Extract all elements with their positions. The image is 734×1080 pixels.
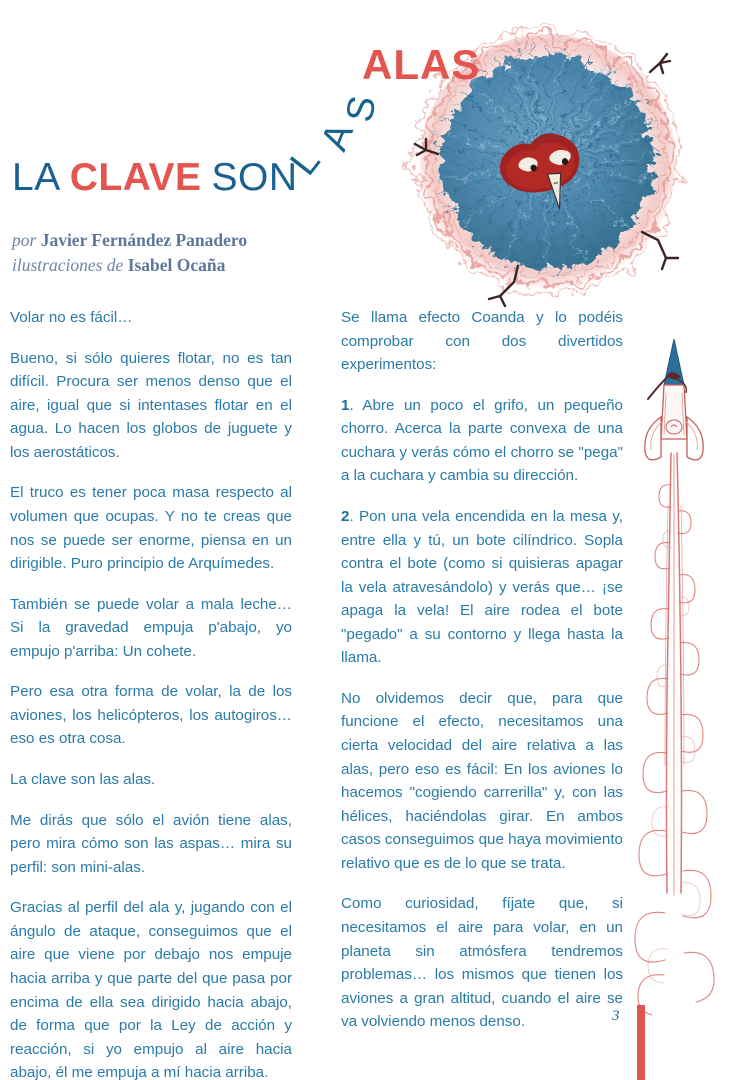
byline-author-lead: por <box>12 230 41 250</box>
byline <box>12 228 247 278</box>
paragraph-experiment-1 <box>341 394 623 488</box>
paragraph-text: Como curiosidad, fíjate que, si necesitamos el aire para volar, en un planeta sin atmósfera tendremos problemas… los mismos que tienen los aviones a gran altitud, cuando el aire se va volviendo menos denso. <box>341 895 623 1031</box>
paragraph-marker: 1 <box>341 396 350 414</box>
title-arc-letter-a: A <box>313 117 362 157</box>
title-word-clave: CLAVE <box>69 156 202 199</box>
title-word-alas: ALAS <box>362 41 481 88</box>
paragraph <box>341 687 623 876</box>
byline-author-line <box>12 228 247 253</box>
paragraph: Volar no es fácil… <box>10 309 133 326</box>
page-number: 3 <box>612 1008 620 1024</box>
column-left <box>10 306 292 1080</box>
paragraph: La clave son las alas. <box>10 771 156 788</box>
paragraph: También se puede volar a mala leche… Si la gravedad empuja p'abajo, yo empujo p'arriba: Un cohete. <box>10 595 292 660</box>
title-word-son: SON <box>211 156 298 199</box>
title-word-la: LA <box>12 156 61 199</box>
paragraph-marker: 2 <box>341 507 350 525</box>
paragraph-text: No olvidemos decir que, para que funcione el efecto, necesitamos una cierta velocidad del aire relativa a las alas, pero eso es fácil: En los aviones lo hacemos "cogiendo carrerilla" y, con las hélices, haciéndolas girar. En ambos casos conseguimos que haya movimiento relativo que es de lo que se trata. <box>341 689 623 872</box>
paragraph-text: . Abre un poco el grifo, un pequeño chorro. Acerca la parte convexa de una cuchara y verás cómo el chorro se "pega" a la cuchara y cambia su dirección. <box>341 396 623 485</box>
title-arc-letter-l: L <box>282 140 329 184</box>
paragraph <box>341 892 623 1033</box>
masthead <box>0 0 734 300</box>
title-arc-letter-s: S <box>338 92 385 126</box>
paragraph: El truco es tener poca masa respecto al volumen que ocupas. Y no te creas que nos se puede ser enorme, piensa en un dirigible. Puro principio de Arquímedes. <box>10 484 292 573</box>
byline-illustrator-line <box>12 253 247 278</box>
rocket-with-smoke-trail-illustration <box>628 335 734 1015</box>
paragraph: Me dirás que sólo el avión tiene alas, pero mira cómo son las aspas… mira su perfil: son mini-alas. <box>10 811 292 876</box>
column-right <box>341 306 623 1051</box>
byline-illustrator-lead: ilustraciones de <box>12 254 128 275</box>
page-title <box>12 158 298 197</box>
paragraph <box>341 306 623 377</box>
paragraph: Gracias al perfil del ala y, jugando con el ángulo de ataque, conseguimos que el aire que viene por debajo nos empuje hacia arriba y que parte del que pasa por encima de ella sea dirigido hacia abajo, de forma que por la Ley de acción y reacción, si yo empujo al aire hacia abajo, él me empuja a mí hacia arriba. <box>10 899 292 1080</box>
paragraph-text: Se llama efecto Coanda y lo podéis comprobar con dos divertidos experimentos: <box>341 309 623 374</box>
paragraph: Bueno, si sólo quieres flotar, no es tan difícil. Procura ser menos denso que el aire, igual que si intentases flotar en el agua. Lo hacen los globos de juguete y los aerostáticos. <box>10 349 292 461</box>
paragraph-text: . Pon una vela encendida en la mesa y, entre ella y tú, un bote cilíndrico. Sopla contra el bote (como si quisieras apagar la vela atravesándolo) y verás que… ¡se apaga la vela! El aire rodea el bote "pegado" a su contorno y llega hasta la llama. <box>341 507 623 667</box>
paragraph-experiment-2 <box>341 505 623 670</box>
page-edge-bar <box>637 1005 645 1080</box>
byline-illustrator-name: Isabel Ocaña <box>127 254 226 275</box>
paragraph: Pero esa otra forma de volar, la de los aviones, los helicópteros, los autogiros… eso es otra cosa. <box>10 683 292 748</box>
byline-author-name: Javier Fernández Panadero <box>40 230 248 250</box>
